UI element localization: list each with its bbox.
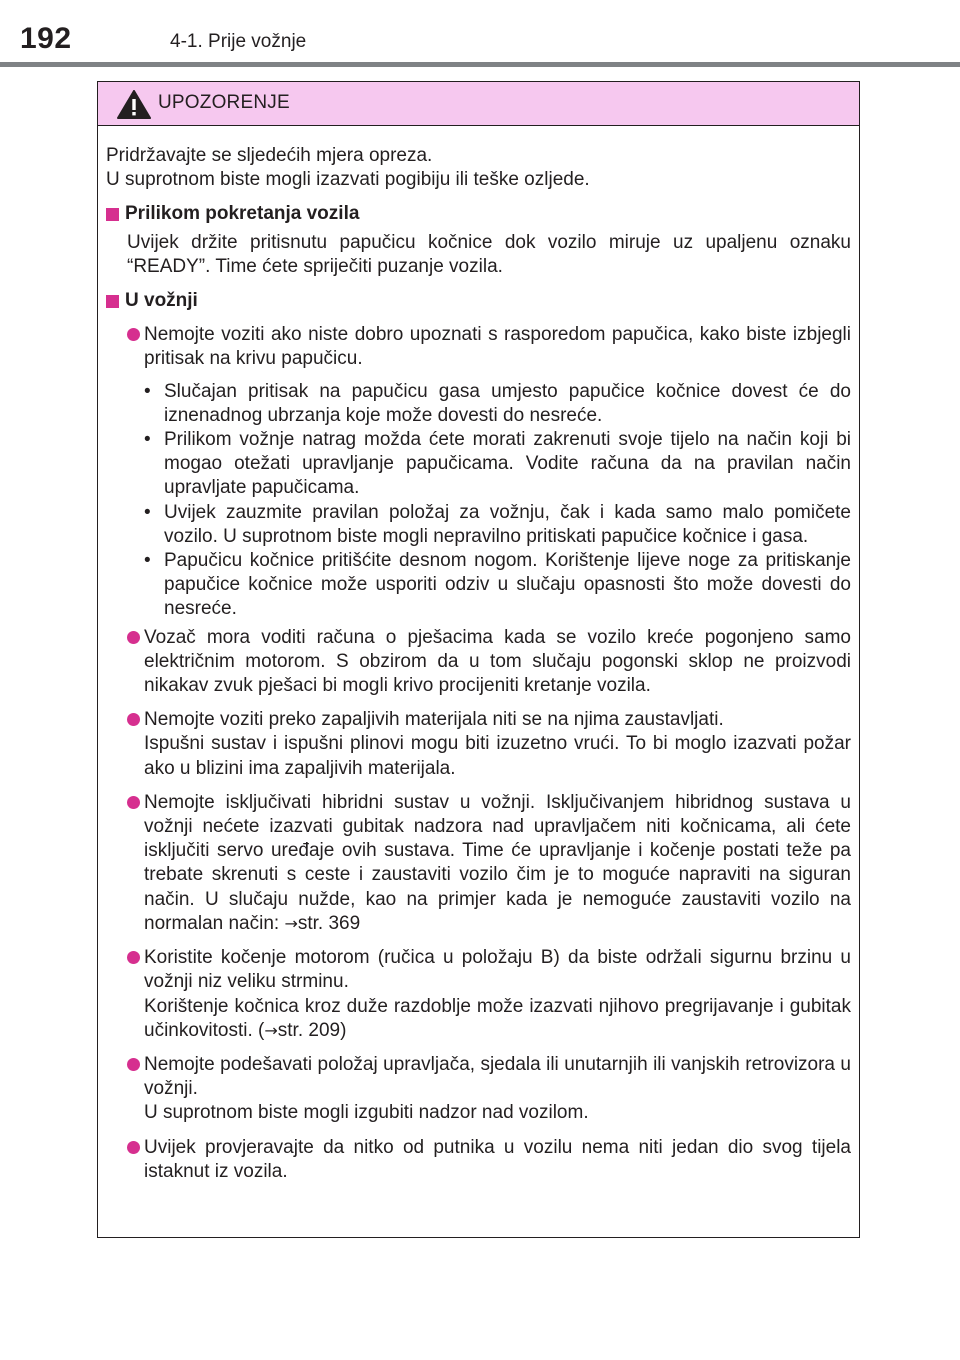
arrow-right-icon: → — [284, 913, 298, 933]
warning-intro — [106, 144, 851, 192]
dot-bullet-icon: • — [144, 429, 151, 451]
bullet-text — [144, 995, 851, 1043]
sub-list — [144, 380, 851, 622]
bullet-text-body: Korištenje kočnica kroz duže razdoblje može izazvati njihovo pregrijavanje i gubitak učinkovitosti. ( — [144, 995, 851, 1041]
circle-bullet-icon — [127, 1141, 140, 1154]
square-bullet-icon — [106, 295, 119, 308]
bullet-item — [127, 1053, 851, 1126]
bullet-text: U suprotnom biste mogli izgubiti nadzor nad vozilom. — [144, 1102, 589, 1124]
bullet-text — [144, 791, 851, 936]
heading-text: U vožnji — [125, 290, 198, 312]
circle-bullet-icon — [127, 328, 140, 341]
square-bullet-icon — [106, 208, 119, 221]
warning-label: UPOZORENJE — [158, 92, 290, 113]
circle-bullet-icon — [127, 951, 140, 964]
bullet-item — [127, 626, 851, 699]
circle-bullet-icon — [127, 713, 140, 726]
dot-bullet-icon: • — [144, 550, 151, 572]
page-reference-link[interactable]: str. 209 — [277, 1019, 341, 1041]
bullet-text: Koristite kočenje motorom (ručica u položaju B) da biste održali sigurnu brzinu u vožnji niz veliku strminu. — [144, 947, 851, 993]
warning-body — [106, 144, 851, 1184]
sub-list-item — [144, 549, 851, 622]
bullet-item — [127, 946, 851, 1043]
bullet-text: Uvijek provjeravajte da nitko od putnika u vozilu nema niti jedan dio svog tijela istaknut iz vozila. — [144, 1136, 851, 1182]
bullet-text: Nemojte voziti preko zapaljivih materijala niti se na njima zaustavljati. — [144, 709, 724, 731]
header-rule — [0, 62, 960, 67]
section-text: Uvijek držite pritisnutu papučicu kočnice dok vozilo miruje uz upaljenu oznaku “READY”. Time ćete spriječiti puzanje vozila. — [127, 231, 851, 277]
page-number: 192 — [20, 22, 72, 55]
heading-text: Prilikom pokretanja vozila — [125, 203, 360, 225]
bullet-text: Nemojte voziti ako niste dobro upoznati s rasporedom papučica, kako biste izbjegli pritisak na krivu papučicu. — [144, 324, 851, 370]
warning-header — [98, 82, 859, 126]
bullet-text: Nemojte podešavati položaj upravljača, sjedala ili unutarnjih ili vanjskih retrovizora u vožnji. — [144, 1053, 851, 1100]
sub-list-item — [144, 501, 851, 549]
warning-triangle-icon — [117, 90, 151, 119]
section-heading-driving — [106, 289, 851, 313]
section-heading-start — [106, 202, 851, 226]
sub-item-text: Prilikom vožnje natrag možda ćete morati zakrenuti svoje tijelo na način koji bi mogao otežati upravljanje papučicama. Vodite računa da na pravilan način upravljate papučicama. — [164, 429, 851, 499]
bullet-item — [127, 708, 851, 781]
section-title: 4-1. Prije vožnje — [170, 31, 307, 52]
circle-bullet-icon — [127, 796, 140, 809]
bullet-item — [127, 323, 851, 371]
sub-item-text: Slučajan pritisak na papučicu gasa umjesto papučice kočnice dovest će do iznenadnog ubrzanja koje može dovesti do nesreće. — [164, 380, 851, 426]
sub-list-item — [144, 380, 851, 428]
dot-bullet-icon: • — [144, 380, 151, 402]
page-reference-link[interactable]: str. 369 — [297, 912, 361, 934]
intro-line: Pridržavajte se sljedećih mjera opreza. — [106, 145, 433, 166]
bullet-text-body: Nemojte isključivati hibridni sustav u vožnji. Isključivanjem hibridnog sustava u vožnji nećete izazvati gubitak nadzora nad upravljačem niti kočnicama, ali ćete isključiti servo uređaje ovih sustava. Time će upravljanje i kočenje postati teže pa trebate skrenuti s ceste i zaustaviti vozilo čim je to moguće napraviti na siguran način. U slučaju nužde, kao na primjer kada je nemoguće zaustaviti vozilo na normalan način: — [144, 791, 851, 934]
arrow-right-icon: → — [264, 1020, 278, 1040]
circle-bullet-icon — [127, 1058, 140, 1071]
circle-bullet-icon — [127, 631, 140, 644]
bullet-text: Ispušni sustav i ispušni plinovi mogu biti izuzetno vrući. To bi moglo izazvati požar ako u blizini ima zapaljivih materijala. — [144, 733, 851, 779]
sub-list-item — [144, 428, 851, 501]
dot-bullet-icon: • — [144, 501, 151, 523]
bullet-item — [127, 1136, 851, 1184]
warning-box — [97, 81, 860, 1238]
bullet-text: Vozač mora voditi računa o pješacima kada se vozilo kreće pogonjeno samo električnim motorom. S obzirom da u tom slučaju pogonski sklop ne proizvodi nikakav zvuk pješaci bi mogli krivo procijeniti kretanje vozila. — [144, 626, 851, 697]
bullet-text-end: ) — [340, 1019, 347, 1041]
intro-line: U suprotnom biste mogli izazvati pogibiju ili teške ozljede. — [106, 169, 590, 191]
sub-item-text: Uvijek zauzmite pravilan položaj za vožnju, čak i kada samo malo pomičete vozilo. U suprotnom biste mogli nepravilno pritiskati papučice kočnice i gasa. — [164, 501, 851, 547]
bullet-item — [127, 791, 851, 936]
sub-item-text: Papučicu kočnice pritišćite desnom nogom. Korištenje lijeve noge za pritiskanje papučice kočnice može usporiti odziv u slučaju opasnosti što može dovesti do nesreće. — [164, 550, 851, 620]
